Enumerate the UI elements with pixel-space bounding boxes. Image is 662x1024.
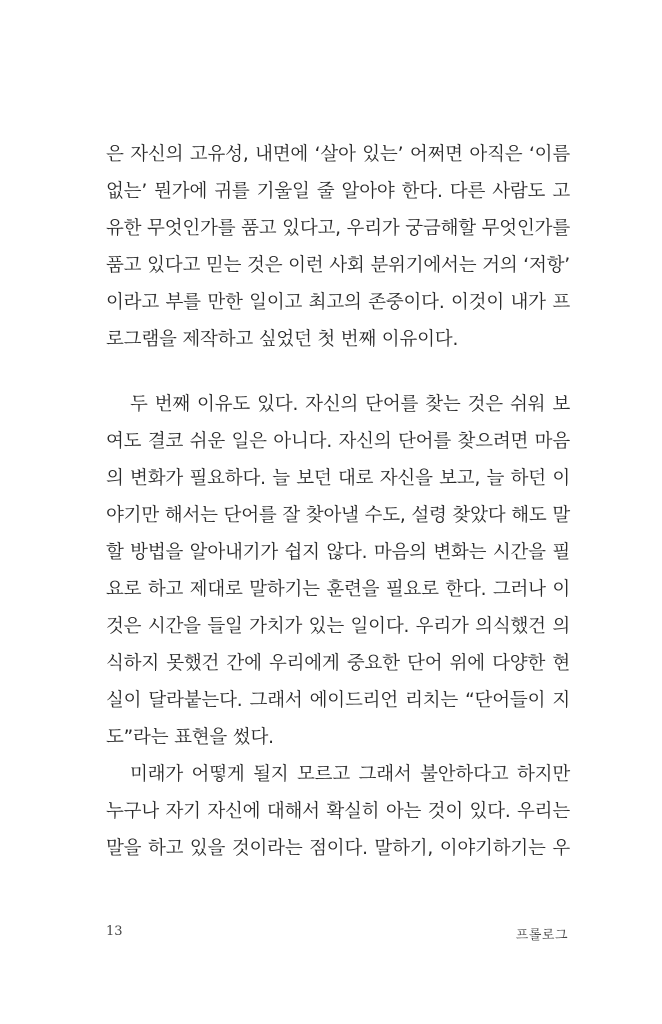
running-head: 프롤로그	[515, 928, 568, 943]
text-line: 은 자신의 고유성, 내면에 ‘살아 있는’ 어쩌면 아직은 ‘이름	[106, 144, 570, 165]
paragraph-1	[106, 136, 570, 358]
body-text	[106, 136, 570, 867]
page-number: 13	[106, 924, 123, 939]
paragraph-spacer	[106, 358, 570, 386]
text-line: 여도 결코 쉬운 일은 아니다. 자신의 단어를 찾으려면 마음	[106, 431, 570, 452]
text-line: 두 번째 이유도 있다. 자신의 단어를 찾는 것은 쉬워 보	[130, 394, 570, 415]
text-line: 야기만 해서는 단어를 잘 찾아낼 수도, 설령 찾았다 해도 말	[106, 505, 570, 526]
text-line: 식하지 못했건 간에 우리에게 중요한 단어 위에 다양한 현	[106, 653, 570, 674]
text-line: 의 변화가 필요하다. 늘 보던 대로 자신을 보고, 늘 하던 이	[106, 468, 570, 489]
text-line: 미래가 어떻게 될지 모르고 그래서 불안하다고 하지만	[130, 764, 570, 785]
text-line: 없는’ 뭔가에 귀를 기울일 줄 알아야 한다. 다른 사람도 고	[106, 181, 570, 202]
paragraph-3	[106, 756, 570, 867]
text-line: 유한 무엇인가를 품고 있다고, 우리가 궁금해할 무엇인가를	[106, 218, 570, 239]
text-line: 말을 하고 있을 것이라는 점이다. 말하기, 이야기하기는 우	[106, 838, 570, 859]
text-line: 실이 달라붙는다. 그래서 에이드리언 리치는 “단어들이 지	[106, 690, 570, 711]
text-line: 도”라는 표현을 썼다.	[106, 727, 274, 748]
text-line: 이라고 부를 만한 일이고 최고의 존중이다. 이것이 내가 프	[106, 292, 570, 313]
text-line: 할 방법을 알아내기가 쉽지 않다. 마음의 변화는 시간을 필	[106, 542, 570, 563]
text-line: 요로 하고 제대로 말하기는 훈련을 필요로 한다. 그러나 이	[106, 579, 570, 600]
text-line: 품고 있다고 믿는 것은 이런 사회 분위기에서는 거의 ‘저항’	[106, 255, 570, 276]
text-line: 누구나 자기 자신에 대해서 확실히 아는 것이 있다. 우리는	[106, 801, 570, 822]
paragraph-2	[106, 386, 570, 756]
text-line: 것은 시간을 들일 가치가 있는 일이다. 우리가 의식했건 의	[106, 616, 570, 637]
text-line: 로그램을 제작하고 싶었던 첫 번째 이유이다.	[106, 329, 459, 350]
